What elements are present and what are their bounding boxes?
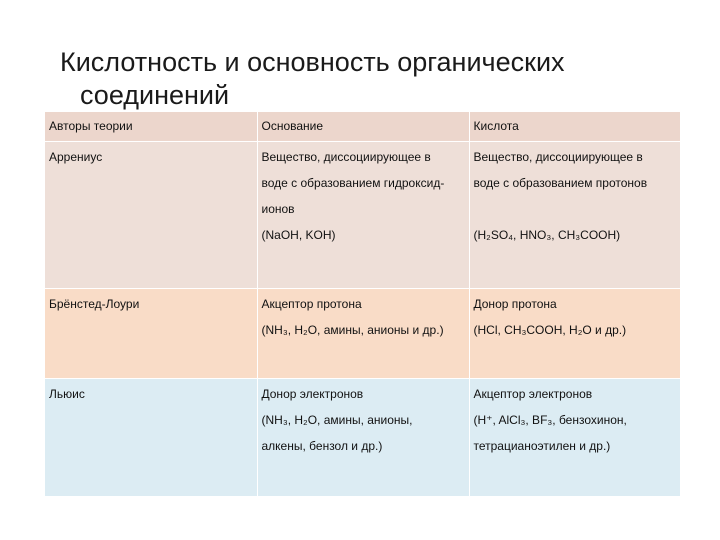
base-cell <box>257 142 469 289</box>
slide-title <box>60 46 700 112</box>
acid-cell <box>469 142 680 289</box>
base-line: Акцептор протона <box>261 297 362 311</box>
base-examples: алкены, бензол и др.) <box>261 439 383 453</box>
acid-base-theories-table <box>45 112 680 496</box>
spacer <box>474 196 679 222</box>
base-line: Вещество, диссоциирующее в <box>261 150 431 164</box>
table-row-bronsted-lowry <box>45 289 680 379</box>
base-line: ионов <box>261 202 295 216</box>
base-cell <box>257 379 469 497</box>
acid-examples: (HCl, CH₃COOH, H₂O и др.) <box>473 323 627 337</box>
slide-title-line1: Кислотность и основность органических <box>60 47 565 77</box>
acid-cell <box>469 379 680 497</box>
acid-line: воде с образованием протонов <box>473 176 648 190</box>
base-line: воде с образованием гидроксид- <box>261 176 445 190</box>
table-row-lewis <box>45 379 680 497</box>
header-authors: Авторы теории <box>45 112 257 142</box>
slide-title-line2: соединений <box>80 80 230 110</box>
table-row-arrhenius <box>45 142 680 289</box>
base-examples: (NaOH, KOH) <box>261 228 336 242</box>
acid-examples: тетрацианоэтилен и др.) <box>473 439 611 453</box>
author-cell: Брёнстед-Лоури <box>45 289 257 379</box>
base-examples: (NH₃, H₂O, амины, анионы, <box>261 413 413 427</box>
acid-line: Донор протона <box>473 297 557 311</box>
acid-line: Акцептор электронов <box>473 387 593 401</box>
base-examples: (NH₃, H₂O, амины, анионы и др.) <box>261 323 444 337</box>
acid-examples: (H₂SO₄, HNO₃, CH₃COOH) <box>473 228 621 242</box>
acid-examples: (H⁺, AlCl₃, BF₃, бензохинон, <box>473 413 627 427</box>
acid-line: Вещество, диссоциирующее в <box>473 150 643 164</box>
base-line: Донор электронов <box>261 387 364 401</box>
table-header-row <box>45 112 680 142</box>
header-acid: Кислота <box>469 112 680 142</box>
author-cell: Льюис <box>45 379 257 497</box>
acid-cell <box>469 289 680 379</box>
header-base: Основание <box>257 112 469 142</box>
base-cell <box>257 289 469 379</box>
author-cell: Аррениус <box>45 142 257 289</box>
